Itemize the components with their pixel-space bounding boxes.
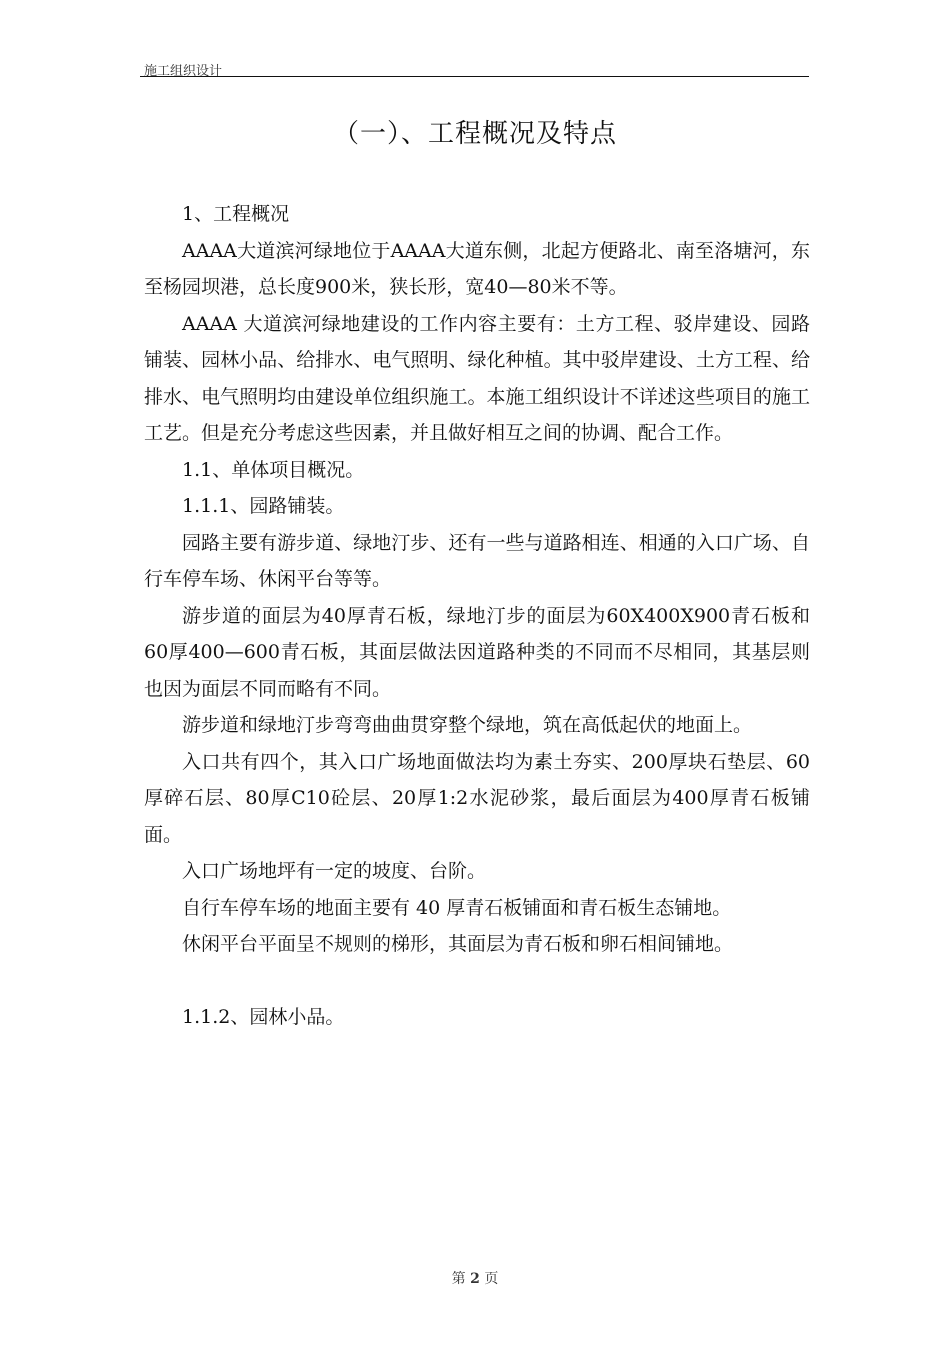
document-body <box>144 196 810 1035</box>
paragraph: 入口广场地坪有一定的坡度、台阶。 <box>182 860 487 882</box>
spacer <box>144 963 810 999</box>
paragraph: 园路主要有游步道、绿地汀步、还有一些与道路相连、相通的入口广场、自行车停车场、休闲平台等等。 <box>144 531 810 590</box>
page-footer <box>0 1268 950 1288</box>
page-prefix: 第 <box>451 1271 466 1287</box>
paragraph: 游步道和绿地汀步弯弯曲曲贯穿整个绿地，筑在高低起伏的地面上。 <box>182 714 753 736</box>
paragraph: 自行车停车场的地面主要有 40 厚青石板铺面和青石板生态铺地。 <box>182 896 732 919</box>
paragraph: AAAA 大道滨河绿地建设的工作内容主要有：土方工程、驳岸建设、园路铺装、园林小品、给排水、电气照明、绿化种植。其中驳岸建设、土方工程、给排水、电气照明均由建设单位组织施工。本施工组织设计不详述这些项目的施工工艺。但是充分考虑这些因素，并且做好相互之间的协调、配合工作。 <box>144 312 810 444</box>
paragraph: 休闲平台平面呈不规则的梯形，其面层为青石板和卵石相间铺地。 <box>182 933 734 955</box>
section-title: （一）、工程概况及特点 <box>332 119 617 149</box>
header-divider <box>140 76 809 77</box>
page-number: 2 <box>470 1271 480 1287</box>
page-suffix: 页 <box>484 1271 499 1287</box>
subsection-heading: 1.1、单体项目概况。 <box>182 458 365 481</box>
subsection-heading: 1、工程概况 <box>182 203 290 225</box>
paragraph: 游步道的面层为40厚青石板，绿地汀步的面层为60X400X900青石板和60厚400—600青石板，其面层做法因道路种类的不同而不尽相同，其基层则也因为面层不同而略有不同。 <box>144 604 810 700</box>
paragraph: 入口共有四个，其入口广场地面做法均为素土夯实、200厚块石垫层、60厚碎石层、80厚C10砼层、20厚1:2水泥砂浆，最后面层为400厚青石板铺面。 <box>144 750 810 846</box>
paragraph: AAAA大道滨河绿地位于AAAA大道东侧，北起方便路北、南至洛塘河，东至杨园坝港，总长度900米，狭长形，宽40—80米不等。 <box>144 239 810 298</box>
running-header: 施工组织设计 <box>144 64 223 79</box>
subsection-heading: 1.1.2、园林小品。 <box>182 1005 345 1028</box>
subsection-heading: 1.1.1、园路铺装。 <box>182 495 345 517</box>
